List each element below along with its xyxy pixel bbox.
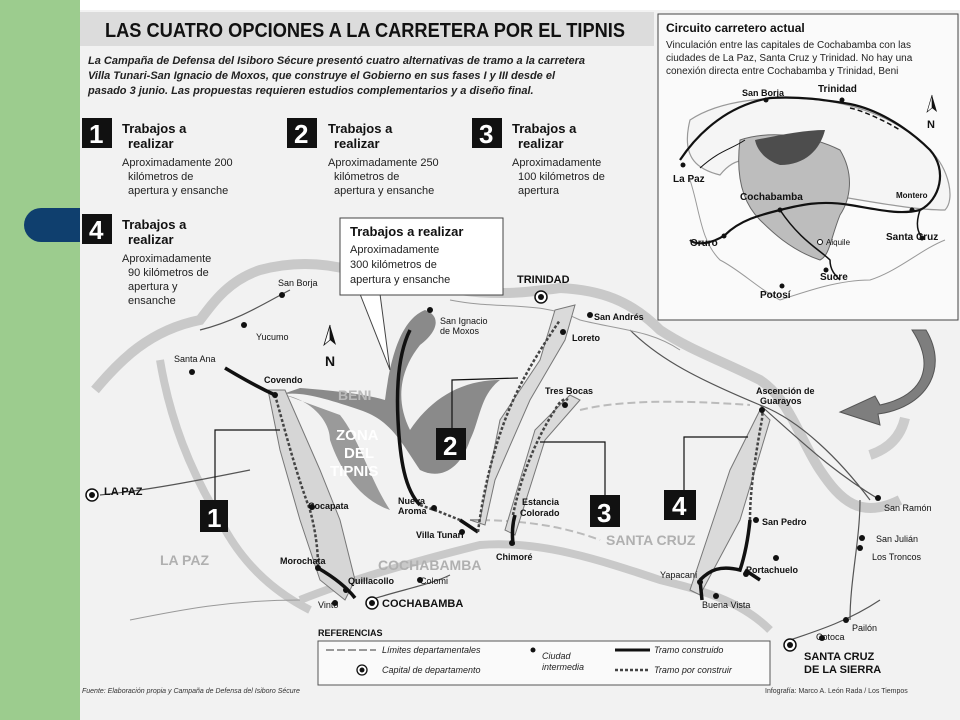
footer-credit: Infografía: Marco A. León Rada / Los Tiempos [765, 688, 908, 695]
svg-text:1: 1 [89, 119, 104, 149]
place-san-andres: San Andrés [594, 312, 644, 322]
svg-text:realizar: realizar [128, 136, 174, 151]
svg-text:Montero: Montero [896, 191, 928, 200]
place-la-paz: LA PAZ [104, 486, 143, 498]
svg-text:300 kilómetros de: 300 kilómetros de [350, 259, 437, 271]
svg-text:Ciudad: Ciudad [542, 651, 571, 661]
region-del: DEL [344, 445, 374, 462]
intro-line-2: Villa Tunari-San Ignacio de Moxos, que construye el Gobierno en sus fases I y III desde el [88, 70, 556, 82]
place-nueva-aroma-2: Aroma [398, 506, 427, 516]
slide-accent-pill [24, 208, 84, 242]
place-santa-cruz-1: SANTA CRUZ [804, 651, 875, 663]
place-quillacollo: Quillacollo [348, 576, 395, 586]
svg-text:conexión directa entre Cochaba: conexión directa entre Cochabamba y Trinidad, Beni [666, 66, 899, 77]
footer-source: Fuente: Elaboración propia y Campaña de Defensa del Isiboro Sécure [82, 688, 300, 695]
place-san-ignacio-2: de Moxos [440, 326, 480, 336]
svg-text:kilómetros de: kilómetros de [128, 171, 194, 183]
svg-text:apertura y ensanche: apertura y ensanche [128, 185, 229, 197]
place-san-julian: San Julián [876, 534, 919, 544]
place-ascencion-2: Guarayos [760, 396, 802, 406]
place-san-pedro: San Pedro [762, 517, 807, 527]
svg-text:Aproximadamente 200: Aproximadamente 200 [122, 157, 233, 169]
region-zona: ZONA [336, 427, 379, 444]
place-covendo: Covendo [264, 375, 303, 385]
svg-text:2: 2 [294, 119, 309, 149]
svg-text:Aiquile: Aiquile [826, 238, 851, 247]
svg-text:2: 2 [443, 431, 458, 461]
svg-text:Santa Cruz: Santa Cruz [886, 232, 939, 243]
svg-text:90 kilómetros de: 90 kilómetros de [128, 267, 209, 279]
place-estancia-1: Estancia [522, 497, 560, 507]
svg-text:Trabajos a: Trabajos a [122, 121, 187, 136]
place-santa-cruz-2: DE LA SIERRA [804, 664, 882, 676]
place-morochata: Morochata [280, 556, 326, 566]
svg-text:realizar: realizar [334, 136, 380, 151]
place-tres-bocas: Tres Bocas [545, 386, 594, 396]
svg-text:Oruro: Oruro [690, 238, 718, 249]
svg-text:1: 1 [207, 503, 222, 533]
svg-text:Tramo por construir: Tramo por construir [654, 665, 732, 675]
place-cotoca: Cotoca [816, 632, 845, 642]
inset-map [658, 14, 958, 320]
svg-text:San Borja: San Borja [742, 88, 785, 98]
svg-text:realizar: realizar [128, 232, 174, 247]
svg-text:kilómetros de: kilómetros de [334, 171, 400, 183]
place-pailon: Pailón [852, 623, 878, 633]
inset-title: Circuito carretero actual [666, 21, 805, 35]
map-svg [80, 10, 960, 720]
svg-text:3: 3 [597, 498, 612, 528]
north-label: N [325, 353, 336, 369]
place-vinto: Vinto [318, 600, 339, 610]
place-trinidad: TRINIDAD [517, 274, 570, 286]
svg-text:apertura y: apertura y [128, 281, 178, 293]
svg-text:Trinidad: Trinidad [818, 84, 857, 95]
svg-text:Trabajos a: Trabajos a [328, 121, 393, 136]
place-santa-ana: Santa Ana [174, 354, 216, 364]
svg-text:Aproximadamente: Aproximadamente [122, 253, 212, 265]
svg-text:Potosí: Potosí [760, 290, 791, 301]
svg-text:Trabajos a: Trabajos a [512, 121, 577, 136]
place-san-ramon: San Ramón [884, 503, 932, 513]
svg-text:4: 4 [89, 215, 104, 245]
svg-text:Cochabamba: Cochabamba [740, 192, 803, 203]
svg-text:La Paz: La Paz [673, 174, 705, 185]
region-cochabamba: COCHABAMBA [378, 557, 482, 573]
place-nueva-aroma-1: Nueva [398, 496, 426, 506]
region-santa-cruz: SANTA CRUZ [606, 532, 696, 548]
svg-text:Tramo construido: Tramo construido [654, 645, 724, 655]
place-san-borja: San Borja [278, 278, 318, 288]
place-estancia-2: Colorado [520, 508, 560, 518]
svg-text:Aproximadamente 250: Aproximadamente 250 [328, 157, 439, 169]
svg-text:ensanche: ensanche [128, 295, 176, 307]
svg-text:4: 4 [672, 491, 687, 521]
page-title: LAS CUATRO OPCIONES A LA CARRETERA POR EL TIPNIS [105, 20, 625, 42]
svg-text:N: N [927, 119, 935, 131]
intro-line-3: pasado 3 junio. Las propuestas requieren estudios complementarios y a diseño final. [88, 85, 534, 97]
place-portachuelo: Portachuelo [746, 565, 799, 575]
place-yucumo: Yucumo [256, 332, 289, 342]
svg-text:intermedia: intermedia [542, 662, 585, 672]
place-colomi: Colomi [420, 576, 449, 586]
svg-text:ciudades de La Paz, Santa Cruz: ciudades de La Paz, Santa Cruz y Trinidad. No hay una [666, 53, 913, 64]
svg-text:Aproximadamente: Aproximadamente [350, 244, 440, 256]
svg-text:3: 3 [479, 119, 494, 149]
place-yapacani: Yapacaní [660, 570, 698, 580]
svg-text:Vinculación entre las capitale: Vinculación entre las capitales de Cochabamba con las [666, 40, 911, 51]
svg-text:realizar: realizar [518, 136, 564, 151]
place-cochabamba: COCHABAMBA [382, 598, 464, 610]
svg-text:Capital de departamento: Capital de departamento [382, 665, 481, 675]
place-los-troncos: Los Troncos [872, 552, 922, 562]
place-chimore: Chimoré [496, 552, 533, 562]
place-villa-tunari: Villa Tunari [416, 530, 464, 540]
region-beni: BENI [338, 387, 372, 403]
place-loreto: Loreto [572, 333, 600, 343]
region-la-paz: LA PAZ [160, 552, 209, 568]
svg-text:Límites departamentales: Límites departamentales [382, 645, 481, 655]
svg-text:apertura y ensanche: apertura y ensanche [350, 274, 451, 286]
place-cocapata: Cocapata [308, 501, 349, 511]
svg-text:apertura y ensanche: apertura y ensanche [334, 185, 435, 197]
place-buena-vista: Buena Vista [702, 600, 751, 610]
slide-left-bar [0, 0, 80, 720]
intro-line-1: La Campaña de Defensa del Isiboro Sécure presentó cuatro alternativas de tramo a la carretera [88, 55, 586, 67]
place-ascencion-1: Ascención de [756, 386, 815, 396]
callout-title: Trabajos a realizar [350, 224, 464, 239]
legend-title: REFERENCIAS [318, 628, 383, 638]
infographic [80, 10, 960, 720]
region-tipnis: TIPNIS [330, 463, 379, 480]
svg-text:Aproximadamente: Aproximadamente [512, 157, 602, 169]
svg-text:100 kilómetros de: 100 kilómetros de [518, 171, 605, 183]
place-san-ignacio-1: San Ignacio [440, 316, 488, 326]
svg-text:Sucre: Sucre [820, 272, 848, 283]
svg-text:apertura: apertura [518, 185, 559, 197]
svg-text:Trabajos a: Trabajos a [122, 217, 187, 232]
